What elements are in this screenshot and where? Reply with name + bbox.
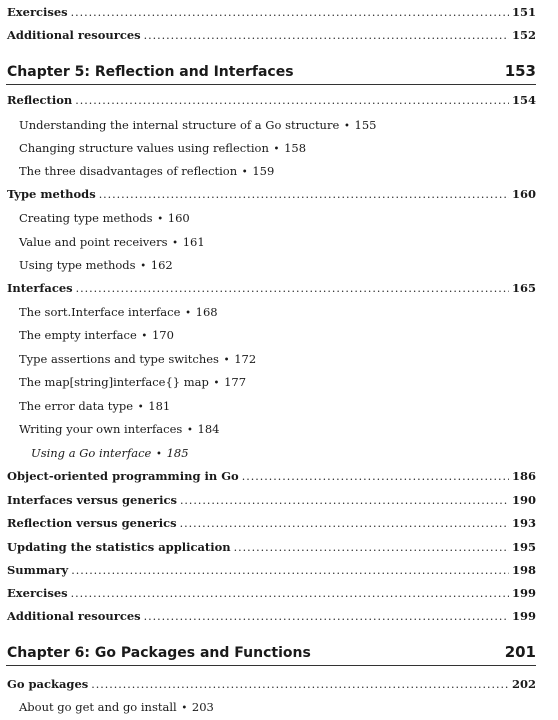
toc-entry-reflection[interactable] (0, 93, 558, 113)
entry-label: Interfaces versus generics (7, 493, 177, 507)
toc-subentry[interactable] (0, 305, 558, 325)
leader-dots (180, 494, 509, 507)
leader-dots (234, 541, 509, 554)
entry-label: Updating the statistics application (7, 540, 231, 554)
entry-page: 165 (511, 281, 536, 295)
entry-label: Summary (7, 563, 69, 577)
toc-entry-additional-resources[interactable] (0, 28, 558, 48)
subentry-page: 158 (284, 141, 307, 155)
subentry-label: About go get and go install (19, 700, 177, 714)
subentry-page: 170 (151, 328, 174, 342)
chapter-page: 153 (504, 62, 536, 80)
subentry-label: The empty interface (19, 328, 137, 342)
toc-subentry[interactable] (0, 258, 558, 278)
bullet-icon: • (185, 308, 191, 319)
toc-entry-additional-resources-ch5[interactable] (0, 609, 558, 629)
toc-subentry[interactable] (0, 118, 558, 138)
chapter-heading[interactable] (0, 643, 558, 661)
entry-label: Exercises (7, 586, 68, 600)
toc-subentry[interactable] (0, 352, 558, 372)
entry-page: 195 (511, 540, 536, 554)
bullet-icon: • (156, 449, 162, 460)
bullet-icon: • (343, 121, 350, 132)
subentry-label: The three disadvantages of reflection (19, 164, 238, 178)
toc-subentry[interactable] (0, 422, 558, 442)
leader-dots (99, 188, 509, 201)
leader-dots (76, 282, 509, 295)
bullet-icon: • (137, 402, 144, 413)
entry-label: Additional resources (7, 28, 141, 42)
toc-entry-object-oriented[interactable] (0, 469, 558, 489)
entry-page: 190 (511, 493, 536, 507)
subentry-page: 185 (166, 446, 189, 460)
leader-dots (71, 564, 509, 577)
toc-subentry[interactable] (0, 235, 558, 255)
leader-dots (144, 610, 509, 623)
subentry-label: The sort.Interface interface (19, 305, 181, 319)
entry-label: Reflection (7, 93, 73, 107)
bullet-icon: • (273, 144, 280, 155)
toc-subentry[interactable] (0, 211, 558, 231)
subentry-label: Type assertions and type switches (19, 352, 219, 366)
subentry-page: 161 (182, 235, 205, 249)
entry-page: 152 (511, 28, 536, 42)
subentry-page: 177 (224, 375, 247, 389)
toc-subentry[interactable] (0, 399, 558, 419)
subentry-page: 159 (252, 164, 275, 178)
leader-dots (242, 470, 509, 483)
bullet-icon: • (141, 331, 148, 342)
subentry-page: 162 (150, 258, 173, 272)
chapter-page: 201 (504, 643, 536, 661)
leader-dots (91, 678, 509, 691)
subentry-label: Using type methods (19, 258, 136, 272)
entry-label: Go packages (7, 677, 89, 691)
subentry-label: Creating type methods (19, 211, 153, 225)
entry-page: 154 (511, 93, 536, 107)
chapter-heading[interactable] (0, 62, 558, 80)
toc-subentry[interactable] (0, 164, 558, 184)
subentry-page: 181 (148, 399, 171, 413)
toc-entry-reflection-vs-generics[interactable] (0, 516, 558, 536)
toc-entry-summary[interactable] (0, 563, 558, 583)
leader-dots (75, 94, 509, 107)
bullet-icon: • (223, 355, 230, 366)
toc-entry-interfaces[interactable] (0, 281, 558, 301)
toc-subentry[interactable] (0, 141, 558, 161)
toc-entry-updating-statistics[interactable] (0, 540, 558, 560)
bullet-icon: • (241, 167, 248, 178)
bullet-icon: • (172, 238, 179, 249)
subentry-page: 203 (191, 700, 214, 714)
bullet-icon: • (140, 261, 147, 272)
bullet-icon: • (213, 378, 220, 389)
entry-page: 199 (511, 586, 536, 600)
subentry-label: Understanding the internal structure of a Go structure (19, 118, 340, 132)
subentry-page: 160 (167, 211, 190, 225)
chapter-rule (6, 84, 536, 85)
leader-dots (71, 6, 509, 19)
subentry-label: The map[string]interface{} map (19, 375, 209, 389)
bullet-icon: • (186, 425, 193, 436)
entry-page: 193 (511, 516, 536, 530)
entry-label: Reflection versus generics (7, 516, 177, 530)
toc-entry-interfaces-vs-generics[interactable] (0, 493, 558, 513)
chapter-title: Chapter 6: Go Packages and Functions (7, 645, 311, 661)
subentry-label: Value and point receivers (19, 235, 168, 249)
subentry-label: Using a Go interface (31, 446, 152, 460)
subentry-page: 155 (354, 118, 377, 132)
toc-entry-exercises[interactable] (0, 5, 558, 25)
entry-label: Additional resources (7, 609, 141, 623)
entry-page: 199 (511, 609, 536, 623)
toc-subentry[interactable] (0, 375, 558, 395)
toc-entry-go-packages[interactable] (0, 677, 558, 697)
entry-page: 160 (511, 187, 536, 201)
entry-page: 202 (511, 677, 536, 691)
entry-page: 151 (511, 5, 536, 19)
toc-entry-type-methods[interactable] (0, 187, 558, 207)
chapter-rule (6, 665, 536, 666)
entry-page: 198 (511, 563, 536, 577)
leader-dots (71, 587, 509, 600)
chapter-title: Chapter 5: Reflection and Interfaces (7, 64, 294, 80)
subentry-label: The error data type (19, 399, 134, 413)
toc-entry-exercises-ch5[interactable] (0, 586, 558, 606)
subentry-page: 168 (195, 305, 218, 319)
toc-subentry[interactable] (0, 328, 558, 348)
subentry-label: Writing your own interfaces (19, 422, 183, 436)
subentry-label: Changing structure values using reflection (19, 141, 269, 155)
subentry-page: 184 (197, 422, 220, 436)
bullet-icon: • (181, 703, 188, 714)
leader-dots (180, 517, 509, 530)
bullet-icon: • (157, 214, 164, 225)
entry-page: 186 (511, 469, 536, 483)
entry-label: Interfaces (7, 281, 73, 295)
toc-subentry[interactable] (0, 700, 558, 720)
entry-label: Type methods (7, 187, 96, 201)
entry-label: Exercises (7, 5, 68, 19)
toc-subsubentry[interactable] (0, 446, 558, 466)
subentry-page: 172 (234, 352, 257, 366)
entry-label: Object-oriented programming in Go (7, 469, 239, 483)
leader-dots (144, 29, 509, 42)
